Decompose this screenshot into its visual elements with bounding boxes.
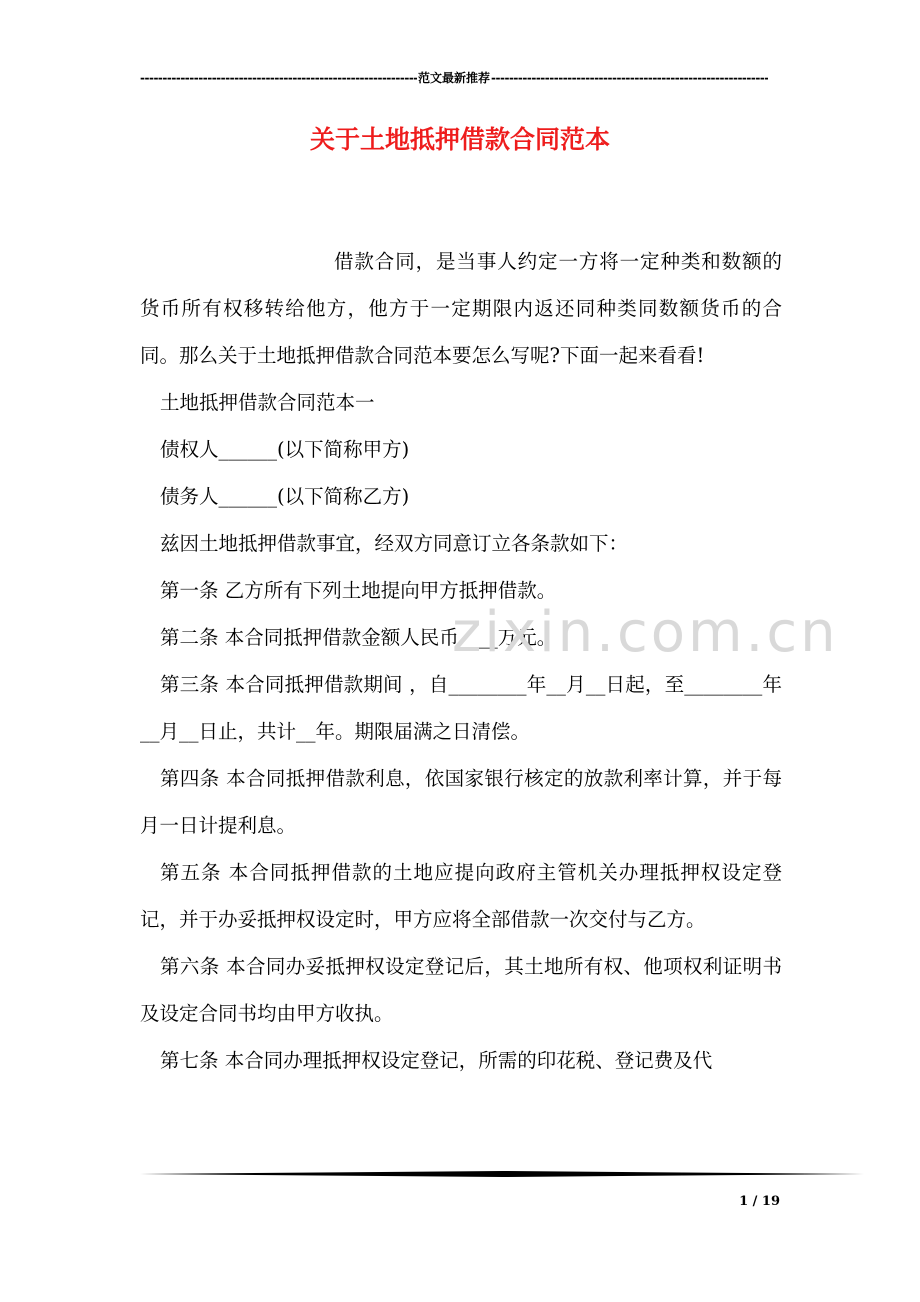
- section-heading: 土地抵押借款合同范本一: [160, 391, 375, 414]
- header-text: 范文最新推荐: [418, 71, 491, 85]
- creditor-line: 债权人______(以下简称甲方): [160, 438, 410, 461]
- clause-7: 第七条 本合同办理抵押权设定登记，所需的印花税、登记费及代: [160, 1049, 713, 1072]
- preamble-line: 兹因土地抵押借款事宜，经双方同意订立各条款如下：: [160, 532, 629, 555]
- clause-5: 第五条 本合同抵押借款的土地应提向政府主管机关办理抵押权设定登记，并于办妥抵押权设定时，甲方应将全部借款一次交付与乙方。: [140, 861, 782, 931]
- clause-6: 第六条 本合同办妥抵押权设定登记后，其土地所有权、他项权利证明书及设定合同书均由甲方收执。: [140, 955, 782, 1025]
- clause-3: 第三条 本合同抵押借款期间 ，自________年__月__日起，至________年__月__日止，共计__年。期限届满之日清偿。: [140, 673, 782, 743]
- page-number: 1 / 19: [739, 1194, 780, 1209]
- watermark: zixin.com.cn: [452, 600, 839, 665]
- page-header: [140, 68, 768, 88]
- header-dashes-left: [140, 68, 417, 88]
- header-dashes-right: [491, 68, 768, 88]
- clause-2: 第二条 本合同抵押借款金额人民币____万元。: [160, 626, 557, 649]
- clause-1: 第一条 乙方所有下列土地提向甲方抵押借款。: [160, 579, 557, 602]
- debtor-line: 债务人______(以下简称乙方): [160, 485, 410, 508]
- footer-divider: [140, 1171, 864, 1177]
- document-title: 关于土地抵押借款合同范本: [309, 125, 610, 154]
- clause-4: 第四条 本合同抵押借款利息，依国家银行核定的放款利率计算，并于每月一日计提利息。: [140, 767, 782, 837]
- intro-paragraph: 借款合同，是当事人约定一方将一定种类和数额的货币所有权移转给他方，他方于一定期限内返还同种类同数额货币的合同。那么关于土地抵押借款合同范本要怎么写呢?下面一起来看看!: [140, 250, 782, 367]
- document-body: [140, 238, 782, 1084]
